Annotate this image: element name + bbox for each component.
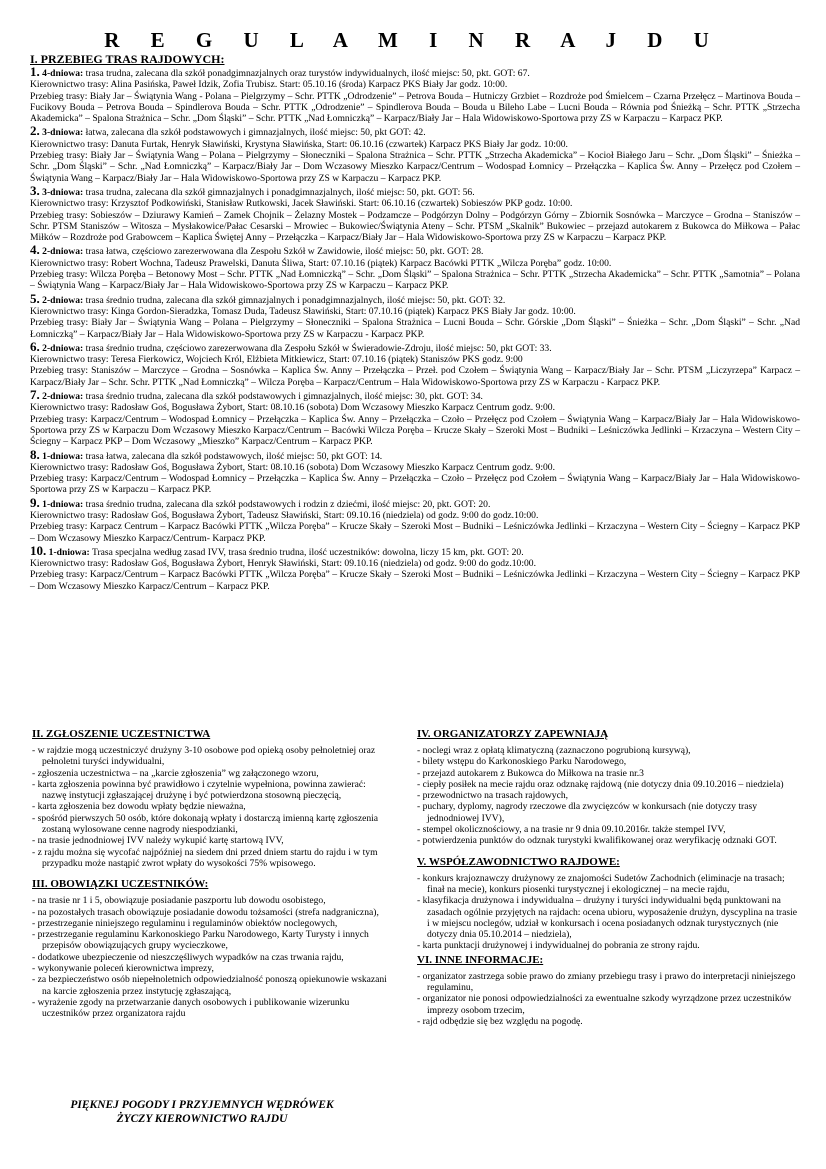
route-number: 9. xyxy=(30,494,40,510)
route-7 xyxy=(30,389,800,447)
route-leaders: Kierownictwo trasy: Alina Pasińska, Paweł Idzik, Zofia Trubisz. Start: 05.10.16 (środa) Karpacz PKS Biały Jar godz. 10:00. xyxy=(30,79,508,91)
route-leaders: Kierownictwo trasy: Radosław Goś, Bogusława Żybort, Henryk Sławiński, Start: 09.10.16 (niedziela) od godz. 9:00 do godz.10:00. xyxy=(30,558,536,570)
route-4 xyxy=(30,244,800,291)
route-description: trasa łatwa, zalecana dla szkół podstawowych, ilość miejsc: 50, pkt GOT: 14. xyxy=(85,450,383,462)
list-item: - noclegi wraz z opłatą klimatyczną (zaznaczono pogrubioną kursywą), xyxy=(417,745,691,756)
list-item: - klasyfikacja drużynowa i indywidualna – drużyny i turyści indywidualni będą punktowani na zasadach ogólnie przyjętych na rajdach: ocena ubioru, wyposażenie drużyn, dyscyplina na trasie i w miejscu noclegów, udział w konkursach i ocena posiadanych odznak turystycznych (nie dotyczy dnia 05.10.2014 – niedziela), xyxy=(417,895,798,941)
registration-list xyxy=(32,745,392,869)
closing-line-2: ŻYCZY KIEROWNICTWO RAJDU xyxy=(116,1113,288,1125)
list-item: - za bezpieczeństwo osób niepełnoletnich odpowiedzialność ponoszą opiekunowie wskazani na karcie zgłoszenia przez instytucję zgłaszającą, xyxy=(32,974,387,997)
route-type: 2-dniowa: xyxy=(42,246,84,258)
list-item: - w rajdzie mogą uczestniczyć drużyny 3-10 osobowe pod opieką osoby pełnoletniej oraz pełnoletni turyści indywidualni, xyxy=(32,745,376,768)
route-type: 3-dniowa: xyxy=(42,186,84,198)
list-item: - dodatkowe ubezpieczenie od nieszczęśliwych wypadków na czas trwania rajdu, xyxy=(32,951,344,963)
route-path: Przebieg trasy: Karpacz/Centrum – Karpacz Bacówki PTTK „Wilcza Poręba” – Krucze Skały – Szeroki Most – Budniki – Leśniczówka Jedlinki – Krzaczyna – Western City – Ściegny – Karpacz PKP – Dom Wczasowy Mieszko Karpacz/Centrum – Karpacz PKP. xyxy=(30,569,800,592)
list-item: - karta zgłoszenia bez dowodu wpłaty będzie nieważna, xyxy=(32,801,246,813)
list-item: - przestrzeganie regulaminu Karkonoskiego Parku Narodowego, Karty Turysty i innych przepisów obowiązujących grupy wycieczkowe, xyxy=(32,929,369,952)
list-item: - konkurs krajoznawczy drużynowy ze znajomości Sudetów Zachodnich (eliminacje na trasach; finał na mecie), konkurs piosenki turystycznej i ekologicznej – na mecie rajdu, xyxy=(417,872,785,895)
organizers-list xyxy=(417,745,802,847)
route-2 xyxy=(30,125,800,183)
route-path: Przebieg trasy: Wilcza Poręba – Betonowy Most – Schr. PTTK „Nad Łomniczką” – Schr. „Dom Śląski” – Spalona Strażnica – Schr. PTTK „Strzecha Akademicka” – Schr. PTTK „Samotnia” – Polana – Świątynia Wang – Karpacz/Biały Jar – Hala Widowiskowo-Sportowa przy ZS w Karpaczu – Karpacz PKP. xyxy=(30,269,800,292)
route-1 xyxy=(30,66,800,124)
route-description: trasa średnio trudna, zalecana dla szkół gimnazjalnych i ponadgimnazjalnych, ilość miejsc: 50, pkt. GOT: 32. xyxy=(85,294,506,306)
section-other-heading: VI. INNE INFORMACJE: xyxy=(417,953,544,966)
competition-list xyxy=(417,873,802,952)
route-description: łatwa, zalecana dla szkół podstawowych i gimnazjalnych, ilość miejsc: 50, pkt GOT: 42. xyxy=(85,127,426,139)
routes-section xyxy=(30,53,800,593)
list-item: - z rajdu można się wycofać najpóźniej na siedem dni przed dniem startu do rajdu i w tym przypadku może nastąpić zwrot wpłaty do wysokości 75% wpisowego. xyxy=(32,846,378,869)
route-number: 1. xyxy=(30,64,40,79)
list-item: - karta punktacji drużynowej i indywidualnej do pobrania ze strony rajdu. xyxy=(417,940,700,952)
route-leaders: Kierownictwo trasy: Radosław Goś, Bogusława Żybort, Start: 08.10.16 (sobota) Dom Wczasowy Mieszko Karpacz Centrum godz. 9:00. xyxy=(30,461,555,473)
route-number: 6. xyxy=(30,338,40,354)
route-path: Przebieg trasy: Biały Jar – Świątynia Wang – Polana – Pielgrzymy – Słoneczniki – Spalona Strażnica – Lucni Bouda – Schr. Górskie „Dom Śląski” – Śnieżka – Schr. „Dom Śląski” – Schr. „Nad Łomniczką” – Karpacz/Biały Jar – Hala Widowiskowo-Sportowa przy ZS w Karpaczu - Karpacz PKP. xyxy=(30,317,800,340)
closing-wishes xyxy=(32,1098,372,1126)
list-item: - stempel okolicznościowy, a na trasie nr 9 dnia 09.10.2016r. także stempel IVV, xyxy=(417,824,726,836)
list-item: - przestrzeganie niniejszego regulaminu i regulaminów obiektów noclegowych, xyxy=(32,917,338,929)
section-registration-heading: II. ZGŁOSZENIE UCZESTNICTWA xyxy=(32,728,211,740)
route-path: Przebieg trasy: Staniszów – Marczyce – Grodna – Sosnówka – Kaplica Św. Anny – Przełączka – Przeł. pod Czołem – Świątynia Wang – Karpacz/Biały Jar – Schr. PTSM „Liczyrzepa” Karpacz – Karpacz/Biały Jar – Schr. Schr. PTTK „Nad Łomniczką” – Wilcza Poręba – Karpacz/Centrum – Hala Widowiskowo-Sportowa przy ZS w Karpaczu - Karpacz PKP. xyxy=(30,365,800,388)
list-item: - na pozostałych trasach obowiązuje posiadanie dowodu tożsamości (strefa nadgraniczna), xyxy=(32,906,379,918)
route-path: Przebieg trasy: Sobieszów – Dziurawy Kamień – Zamek Chojnik – Żelazny Mostek – Podzamcze – Podgórzyn Dolny – Podgórzyn Górny – Zbiornik Sosnówka – Marczyce – Grodna – Staniszów – Schr. PTSM Staniszów – Witosza – Mysłakowice/Pałac Cesarski – Mrowiec – Bukowiec/Świątynia Ateny – Schr. PTSM „Skalnik” Bukowiec – przejazd autokarem z Bukowca do Miłkowa – Pałac Miłków – Rozdroże pod Grabowcem – Kaplica Świętej Anny – Przełączka – Karpacz/Biały Jar – Hala Widowiskowo-Sportowa przy ZS w Karpaczu – Karpacz PKP. xyxy=(30,209,800,244)
list-item: - zgłoszenia uczestnictwa – na „karcie zgłoszenia” wg załączonego wzoru, xyxy=(32,767,319,779)
section-competition-heading: V. WSPÓŁZAWODNICTWO RAJDOWE: xyxy=(417,855,620,868)
route-number: 2. xyxy=(30,123,40,139)
list-item: - potwierdzenia punktów do odznak turystyki kwalifikowanej oraz weryfikację odznaki GOT. xyxy=(417,835,777,847)
route-leaders: Kierownictwo trasy: Danuta Furtak, Henryk Sławiński, Krystyna Sławińska, Start: 06.10.16 (czwartek) Karpacz PKS Biały Jar godz. 10:00. xyxy=(30,138,568,150)
route-description: trasa łatwa, częściowo zarezerwowana dla Zespołu Szkół w Zawidowie, ilość miejsc: 50, pkt. GOT: 28. xyxy=(85,246,484,258)
route-path: Przebieg trasy: Karpacz/Centrum – Wodospad Łomnicy – Przełączka – Kaplica Św. Anny – Przełączka – Czoło – Przełęcz pod Czołem – Świątynia Wang – Karpacz/Biały Jar – Hala Widowiskowo-Sportowa przy ZS w Karpaczu Dom Wczasowy Mieszko Karpacz/Centrum – Bacówki Wilcza Poręba – Krucze Skały – Szeroki Most – Budniki – Leśniczówka Jedlinki – Krzaczyna – Western City – Ściegny – Karpacz PKP – Dom Wczasowy „Mieszko” Karpacz/Centrum – Karpacz PKP. xyxy=(30,413,800,448)
route-description: trasa trudna, zalecana dla szkół ponadgimnazjalnych oraz turystów indywidualnych, ilość miejsc: 50, pkt. GOT: 67. xyxy=(85,68,530,79)
document-title: R E G U L A M I N R A J D U xyxy=(104,28,722,52)
list-item: - rajd odbędzie się bez względu na pogodę. xyxy=(417,1015,583,1027)
route-description: trasa średnio trudna, zalecana dla szkół podstawowych i gimnazjalnych, ilość miejsc: 30, pkt. GOT: 34. xyxy=(85,391,483,403)
route-leaders: Kierownictwo trasy: Radosław Goś, Bogusława Żybort, Tadeusz Sławiński, Start: 09.10.16 (niedziela) od godz. 9:00 do godz.10:00. xyxy=(30,509,539,521)
route-type: 3-dniowa: xyxy=(42,127,84,139)
routes-list xyxy=(30,66,800,592)
route-type: 1-dniowa: xyxy=(42,450,84,462)
duties-list xyxy=(32,895,392,1019)
route-path: Przebieg trasy: Karpacz/Centrum – Wodospad Łomnicy – Przełączka – Kaplica Św. Anny – Przełączka – Czoło – Przełęcz pod Czołem – Świątynia Wang – Karpacz/Biały Jar – Hala Widowiskowo-Sportowa przy ZS w Karpaczu – Karpacz PKP. xyxy=(30,473,800,496)
list-item: - przewodnictwo na trasach rajdowych, xyxy=(417,790,569,802)
route-description: trasa średnio trudna, zalecana dla szkół podstawowych i rodzin z dziećmi, ilość miejsc: 20, pkt. GOT: 20. xyxy=(85,498,491,510)
right-column xyxy=(417,728,802,1027)
list-item: - organizator zastrzega sobie prawo do zmiany przebiegu trasy i prawo do interpretacji niniejszego regulaminu, xyxy=(417,970,796,994)
route-number: 3. xyxy=(30,182,40,198)
route-leaders: Kierownictwo trasy: Teresa Fierkowicz, Wojciech Król, Elżbieta Mitkiewicz, Start: 07.10.16 (piątek) Staniszów PKS godz. 9:00 xyxy=(30,354,523,366)
route-8 xyxy=(30,446,800,496)
route-path: Przebieg trasy: Biały Jar – Świątynia Wang - Polana – Pielgrzymy – Schr. PTTK „Odrodzenie” – Petrova Bouda – Hutniczy Grzbiet – Rozdroże pod Śmielcem – Czarna Przełęcz – Martinova Bouda – Fucikovy Bouda – Petrova Bouda – Spindlerova Bouda – Schr. PTTK „Odrodzenie” – Spindlerova Bouda – Bouda u Bileho Labe – Lucni Bouda – Równia pod Śnieżką – Schr. PTTK „Strzecha Akademicka” – Spalona Strażnica – Schr. „Dom Śląski” – Schr. PTTK „Nad Łomniczką” – Karpacz/Biały Jar – Hala Widowiskowo-Sportowa przy ZS w Karpaczu – Karpacz PKP. xyxy=(30,90,800,125)
route-leaders: Kierownictwo trasy: Kinga Gordon-Sieradzka, Tomasz Duda, Tadeusz Sławiński, Start: 07.10.16 (piątek) Karpacz PKS Biały Jar godz. 10:00. xyxy=(30,305,576,317)
list-item: - na trasie jednodniowej IVV należy wykupić kartę startową IVV, xyxy=(32,835,284,847)
route-type: 2-dniowa: xyxy=(42,342,84,354)
route-path: Przebieg trasy: Biały Jar – Świątynia Wang – Polana – Pielgrzymy – Słoneczniki – Spalona Strażnica – Schr. PTTK „Strzecha Akademicka” – Kocioł Białego Jaru – Schr. „Dom Śląski” – Śnieżka – Schr. „Dom Śląski” – Schr. „Nad Łomniczką” – Karpacz/Biały Jar – Dom Wczasowy Mieszko Karpacz/Centrum – Wodospad Łomnicy – Przełączka – Kaplica Św. Anny – Przełęcz pod Czołem – Świątynia Wang – Karpacz/Biały Jar – Hala Widowiskowo-Sportowa przy ZS w Karpaczu – Karpacz PKP. xyxy=(30,150,800,184)
route-number: 5. xyxy=(30,290,40,306)
list-item: - przejazd autokarem z Bukowca do Miłkowa na trasie nr.3 xyxy=(417,767,644,779)
route-leaders: Kierownictwo trasy: Robert Wochna, Tadeusz Prawelski, Danuta Śliwa, Start: 07.10.16 (piątek) Karpacz Bacówki PTTK „Wilcza Poręba” godz. 10:00. xyxy=(30,257,612,269)
other-info-list xyxy=(417,971,802,1027)
list-item: - organizator nie ponosi odpowiedzialności za ewentualne szkody wyrządzone przez uczestników imprezy osobom trzecim, xyxy=(417,993,792,1016)
route-description: trasa średnio trudna, częściowo zarezerwowana dla Zespołu Szkół w Świeradowie-Zdroju, ilość miejsc: 50, pkt GOT: 33. xyxy=(85,342,552,354)
list-item: - puchary, dyplomy, nagrody rzeczowe dla zwycięzców w konkursach (nie dotyczy trasy jednodniowej IVV), xyxy=(417,801,758,824)
route-type: 1-dniowa: xyxy=(48,546,90,558)
route-type: 4-dniowa: xyxy=(42,68,84,79)
route-number: 10. xyxy=(30,542,47,558)
route-3 xyxy=(30,182,800,244)
route-type: 1-dniowa: xyxy=(42,498,84,510)
route-leaders: Kierownictwo trasy: Radosław Goś, Bogusława Żybort, Start: 08.10.16 (sobota) Dom Wczasowy Mieszko Karpacz Centrum godz. 9:00. xyxy=(30,402,555,414)
route-description: Trasa specjalna według zasad IVV, trasa średnio trudna, ilość uczestników: dowolna, liczy 15 km, pkt. GOT: 20. xyxy=(91,546,524,558)
route-number: 4. xyxy=(30,242,40,258)
route-path: Przebieg trasy: Karpacz Centrum – Karpacz Bacówki PTTK „Wilcza Poręba” – Krucze Skały – Szeroki Most – Budniki – Leśniczówka Jedlinki – Krzaczyna – Western City – Ściegny – Karpacz PKP – Dom Wczasowy Mieszko Karpacz/Centrum- Karpacz PKP. xyxy=(30,521,800,544)
route-5 xyxy=(30,290,800,340)
route-type: 2-dniowa: xyxy=(42,294,84,306)
section-organizers-heading: IV. ORGANIZATORZY ZAPEWNIAJĄ xyxy=(417,728,609,740)
route-leaders: Kierownictwo trasy: Krzysztof Podkowiński, Stanisław Rutkowski, Jacek Sławiński. Start: 06.10.16 (czwartek) Sobieszów PKP godz. 10:00. xyxy=(30,198,573,210)
route-number: 7. xyxy=(30,387,40,403)
route-9 xyxy=(30,494,800,544)
list-item: - wykonywanie poleceń kierownictwa imprezy, xyxy=(32,963,214,975)
route-10 xyxy=(30,542,800,592)
route-number: 8. xyxy=(30,446,40,462)
list-item: - ciepły posiłek na mecie rajdu oraz odznakę rajdową (nie dotyczy dnia 09.10.2016 – niedziela) xyxy=(417,778,784,790)
route-type: 2-dniowa: xyxy=(42,391,84,403)
route-description: trasa trudna, zalecana dla szkół gimnazjalnych i ponadgimnazjalnych, ilość miejsc: 50, pkt. GOT: 56. xyxy=(85,186,475,198)
section-duties-heading: III. OBOWIĄZKI UCZESTNIKÓW: xyxy=(32,878,209,891)
section-routes-heading: I. PRZEBIEG TRAS RAJDOWYCH: xyxy=(30,52,225,66)
list-item: - bilety wstępu do Karkonoskiego Parku Narodowego, xyxy=(417,756,627,768)
list-item: - spośród pierwszych 50 osób, które dokonają wpłaty i dostarczą imienną kartę zgłoszenia zostaną wylosowane cenne nagrody niespodzianki, xyxy=(32,812,379,836)
list-item: - na trasie nr 1 i 5, obowiązuje posiadanie paszportu lub dowodu osobistego, xyxy=(32,895,326,907)
list-item: - karta zgłoszenia powinna być prawidłowo i czytelnie wypełniona, powinna zawierać: nazwę instytucji zgłaszającej drużynę i być potwierdzona stosowną pieczęcią, xyxy=(32,778,366,802)
closing-line-1: PIĘKNEJ POGODY I PRZYJEMNYCH WĘDRÓWEK xyxy=(70,1099,334,1111)
list-item: - wyrażenie zgody na przetwarzanie danych osobowych i publikowanie wizerunku uczestników przez organizatora rajdu xyxy=(32,996,350,1020)
left-column xyxy=(32,728,392,1020)
route-6 xyxy=(30,338,800,388)
